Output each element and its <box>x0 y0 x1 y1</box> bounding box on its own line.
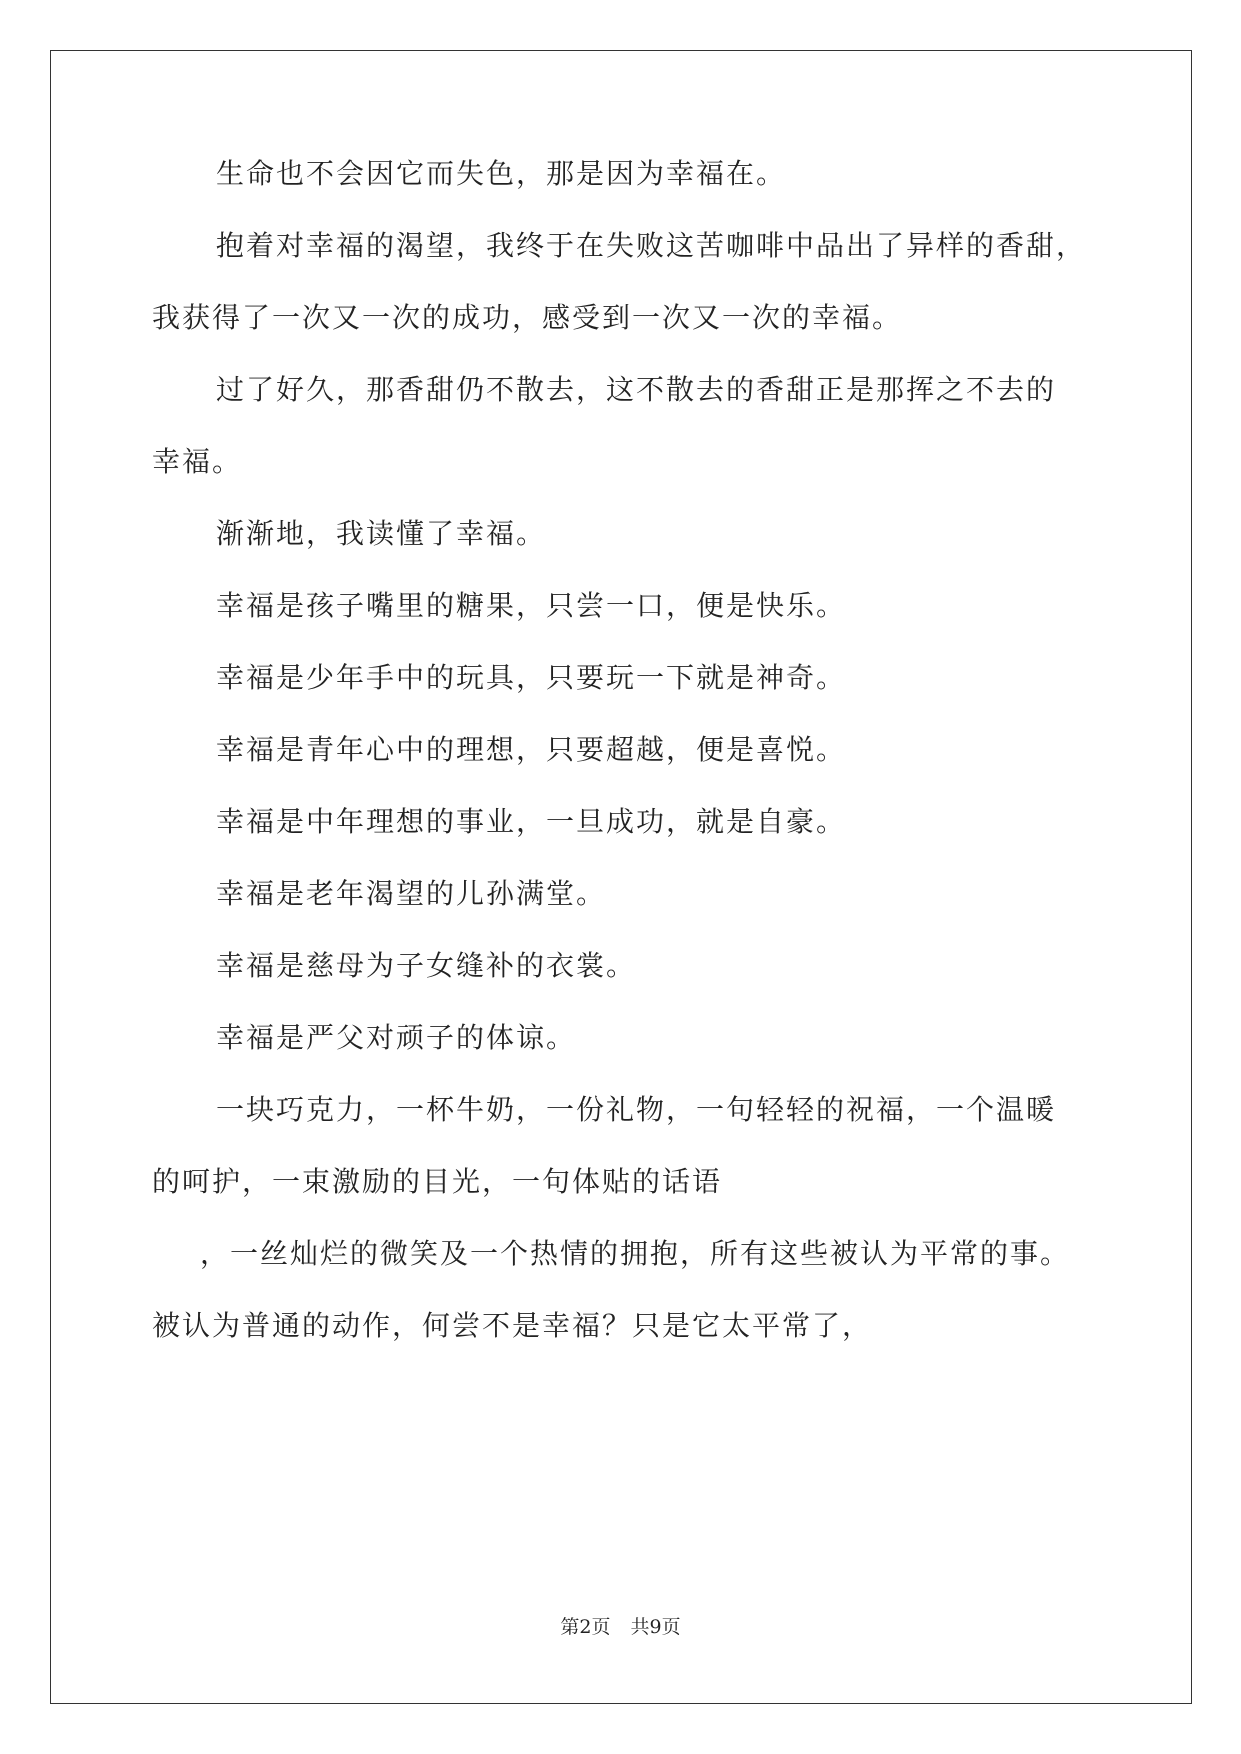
paragraph-line: 过了好久，那香甜仍不散去，这不散去的香甜正是那挥之不去的 <box>216 373 1057 406</box>
paragraph-line: 我获得了一次又一次的成功，感受到一次又一次的幸福。 <box>152 301 903 334</box>
paragraph-line: 被认为普通的动作，何尝不是幸福？只是它太平常了， <box>152 1309 873 1342</box>
paragraph-line: ，一丝灿烂的微笑及一个热情的拥抱，所有这些被认为平常的事。 <box>200 1237 1071 1270</box>
paragraph-line: 幸福是中年理想的事业，一旦成功，就是自豪。 <box>216 805 847 838</box>
page-footer <box>0 1612 1241 1639</box>
page-number: 第2页 <box>560 1616 611 1638</box>
paragraph-line: 一块巧克力，一杯牛奶，一份礼物，一句轻轻的祝福，一个温暖 <box>216 1093 1057 1126</box>
paragraph-line: 幸福是青年心中的理想，只要超越，便是喜悦。 <box>216 733 847 766</box>
paragraph-line: 渐渐地，我读懂了幸福。 <box>216 517 547 550</box>
paragraph-line: 幸福是少年手中的玩具，只要玩一下就是神奇。 <box>216 661 847 694</box>
paragraph-line: 幸福是老年渴望的儿孙满堂。 <box>216 877 607 910</box>
paragraph-line: 幸福是慈母为子女缝补的衣裳。 <box>216 949 637 982</box>
total-pages: 共9页 <box>630 1616 681 1638</box>
paragraph-line: 的呵护，一束激励的目光，一句体贴的话语 <box>152 1165 723 1198</box>
paragraph-line: 幸福。 <box>152 445 243 478</box>
paragraph-line: 抱着对幸福的渴望，我终于在失败这苦咖啡中品出了异样的香甜， <box>216 229 1087 262</box>
paragraph-line: 幸福是孩子嘴里的糖果，只尝一口，便是快乐。 <box>216 589 847 622</box>
paragraph-line: 生命也不会因它而失色，那是因为幸福在。 <box>216 157 787 190</box>
paragraph-line: 幸福是严父对顽子的体谅。 <box>216 1021 577 1054</box>
